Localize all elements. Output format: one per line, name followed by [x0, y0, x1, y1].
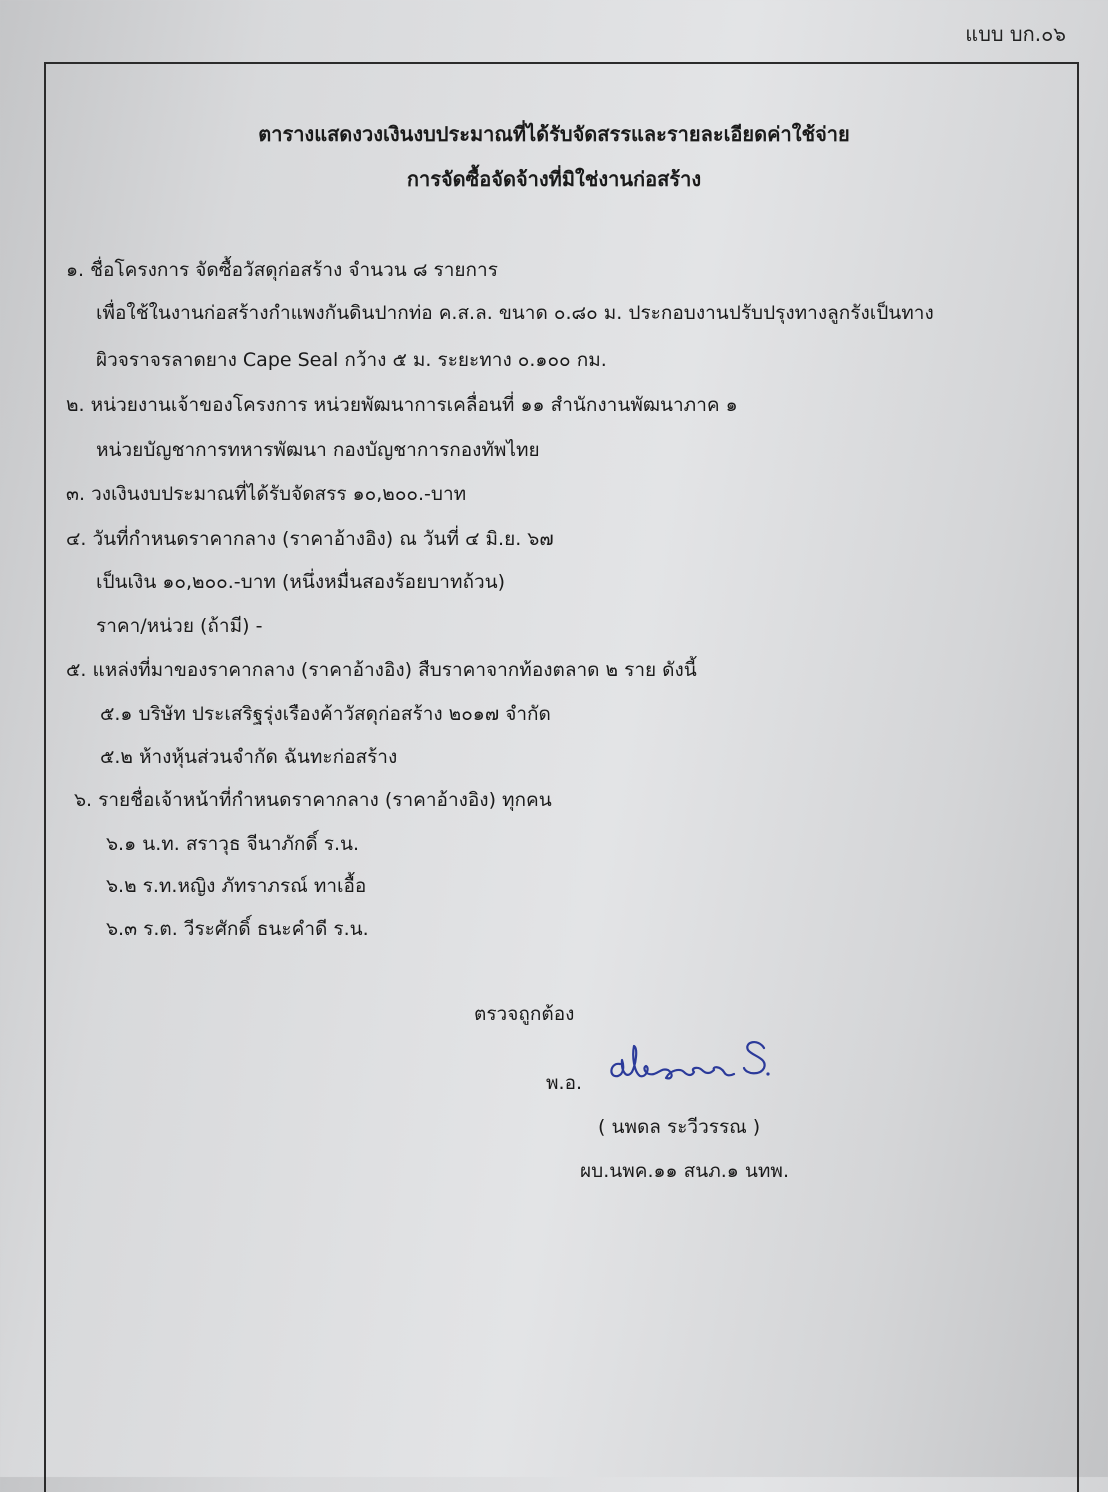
item-6-2-officer: ๖.๒ ร.ท.หญิง ภัทราภรณ์ ทาเอื้อ [106, 875, 367, 897]
signer-position: ผบ.นพค.๑๑ สนภ.๑ นทพ. [580, 1160, 789, 1182]
item-4-price-date: ๔. วันที่กำหนดราคากลาง (ราคาอ้างอิง) ณ วันที่ ๔ มิ.ย. ๖๗ [66, 528, 554, 550]
item-6-1-officer: ๖.๑ น.ท. สราวุธ จีนาภักดิ์ ร.น. [106, 833, 360, 855]
form-code: แบบ บก.๐๖ [965, 22, 1066, 46]
item-2-command: หน่วยบัญชาการทหารพัฒนา กองบัญชาการกองทัพไทย [96, 439, 540, 461]
certified-label: ตรวจถูกต้อง [474, 1003, 575, 1025]
item-4-amount: เป็นเงิน ๑๐,๒๐๐.-บาท (หนึ่งหมื่นสองร้อยบาทถ้วน) [96, 571, 506, 593]
document-title: ตารางแสดงวงเงินงบประมาณที่ได้รับจัดสรรและรายละเอียดค่าใช้จ่าย [258, 122, 850, 146]
item-5-1-vendor: ๕.๑ บริษัท ประเสริฐรุ่งเรืองค้าวัสดุก่อสร้าง ๒๐๑๗ จำกัด [100, 703, 551, 725]
item-1-project-name: ๑. ชื่อโครงการ จัดซื้อวัสดุก่อสร้าง จำนวน ๘ รายการ [66, 259, 498, 281]
item-4-unit-price: ราคา/หน่วย (ถ้ามี) - [96, 615, 263, 637]
item-3-budget: ๓. วงเงินงบประมาณที่ได้รับจัดสรร ๑๐,๒๐๐.-บาท [66, 483, 467, 505]
item-1-spec: ผิวจราจรลาดยาง Cape Seal กว้าง ๕ ม. ระยะทาง ๐.๑๐๐ กม. [96, 349, 607, 371]
item-5-price-source: ๕. แหล่งที่มาของราคากลาง (ราคาอ้างอิง) สืบราคาจากท้องตลาด ๒ ราย ดังนี้ [66, 659, 697, 681]
item-1-purpose: เพื่อใช้ในงานก่อสร้างกำแพงกันดินปากท่อ ค.ส.ล. ขนาด ๐.๘๐ ม. ประกอบงานปรับปรุงทางลูกรังเป็นทาง [96, 302, 934, 324]
signer-rank: พ.อ. [546, 1072, 583, 1094]
item-6-officers: ๖. รายชื่อเจ้าหน้าที่กำหนดราคากลาง (ราคาอ้างอิง) ทุกคน [74, 789, 552, 811]
document-subtitle: การจัดซื้อจัดจ้างที่มิใช่งานก่อสร้าง [406, 167, 702, 191]
item-2-agency: ๒. หน่วยงานเจ้าของโครงการ หน่วยพัฒนาการเคลื่อนที่ ๑๑ สำนักงานพัฒนาภาค ๑ [66, 394, 738, 416]
handwritten-signature [602, 1034, 772, 1086]
signer-name: ( นพดล ระวีวรรณ ) [598, 1116, 761, 1138]
item-5-2-vendor: ๕.๒ ห้างหุ้นส่วนจำกัด ฉันทะก่อสร้าง [100, 746, 398, 768]
item-6-3-officer: ๖.๓ ร.ต. วีระศักดิ์ ธนะคำดี ร.น. [106, 918, 369, 940]
